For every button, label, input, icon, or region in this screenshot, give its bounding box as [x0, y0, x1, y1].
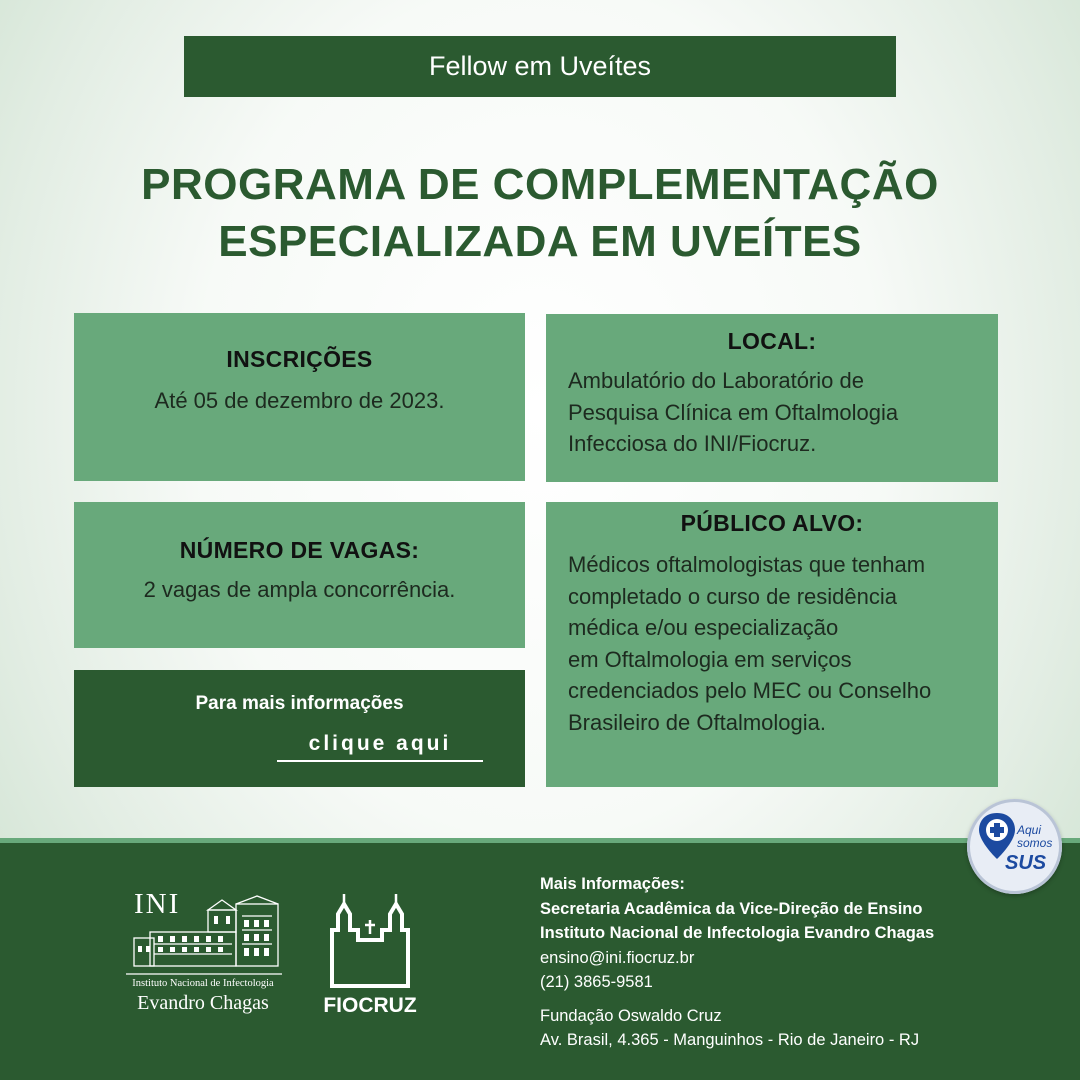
contact-info	[540, 872, 1060, 1053]
contact-phone[interactable]: (21) 3865-9581	[540, 973, 653, 991]
local-line: Infecciosa do INI/Fiocruz.	[568, 431, 817, 456]
top-banner	[184, 36, 896, 97]
inscricoes-heading: INSCRIÇÕES	[226, 346, 373, 372]
ini-logo-name: Evandro Chagas	[137, 992, 269, 1014]
sus-badge-line3: SUS	[1005, 852, 1047, 874]
local-card	[546, 314, 998, 482]
publico-line: Médicos oftalmologistas que tenham	[568, 552, 926, 577]
fiocruz-logo-text: FIOCRUZ	[323, 994, 417, 1017]
publico-line: completado o curso de residência	[568, 583, 897, 609]
map-pin-plus-icon	[967, 799, 1062, 894]
publico-line: médica e/ou especialização	[568, 615, 839, 640]
ini-logo-subtitle: Instituto Nacional de Infectologia	[132, 978, 274, 989]
aqui-somos-sus-badge	[967, 799, 1062, 894]
page-title-line-1: PROGRAMA DE COMPLEMENTAÇÃO	[141, 160, 939, 209]
vagas-heading: NÚMERO DE VAGAS:	[179, 537, 420, 563]
local-line: Ambulatório do Laboratório de	[568, 368, 864, 393]
publico-line: credenciados pelo MEC ou Conselho	[568, 678, 932, 703]
vagas-text: 2 vagas de ampla concorrência.	[143, 577, 456, 602]
fiocruz-logo	[322, 890, 418, 1020]
publico-alvo-card	[546, 502, 998, 787]
contact-foundation: Fundação Oswaldo Cruz	[540, 1006, 722, 1025]
ini-logo-abbr: INI	[134, 888, 181, 920]
ini-logo	[122, 888, 284, 1022]
inscricoes-card	[74, 313, 525, 481]
contact-heading: Mais Informações:	[540, 875, 685, 893]
sus-badge-line1: Aqui	[1017, 823, 1042, 837]
local-line: Pesquisa Clínica em Oftalmologia	[568, 399, 899, 425]
page-title	[60, 156, 1020, 270]
click-here-link[interactable]: clique aqui	[277, 730, 483, 762]
more-info-box	[74, 670, 525, 787]
vagas-card	[74, 502, 525, 648]
publico-line: em Oftalmologia em serviços	[568, 646, 852, 672]
publico-heading: PÚBLICO ALVO:	[680, 510, 864, 536]
ini-building-icon	[122, 892, 284, 982]
page-title-line-2: ESPECIALIZADA EM UVEÍTES	[218, 217, 862, 266]
contact-department: Secretaria Acadêmica da Vice-Direção de Ensino	[540, 899, 923, 918]
local-heading: LOCAL:	[727, 328, 817, 354]
more-info-text: Para mais informações	[195, 693, 404, 714]
contact-email[interactable]: ensino@ini.fiocruz.br	[540, 948, 695, 967]
contact-institute: Instituto Nacional de Infectologia Evandro Chagas	[540, 924, 935, 942]
banner-title: Fellow em Uveítes	[428, 51, 652, 81]
fiocruz-castle-icon	[322, 890, 418, 990]
sus-badge-line2: somos	[1017, 836, 1053, 850]
publico-line: Brasileiro de Oftalmologia.	[568, 709, 827, 735]
inscricoes-text: Até 05 de dezembro de 2023.	[154, 388, 445, 413]
contact-address: Av. Brasil, 4.365 - Manguinhos - Rio de Janeiro - RJ	[540, 1031, 920, 1049]
